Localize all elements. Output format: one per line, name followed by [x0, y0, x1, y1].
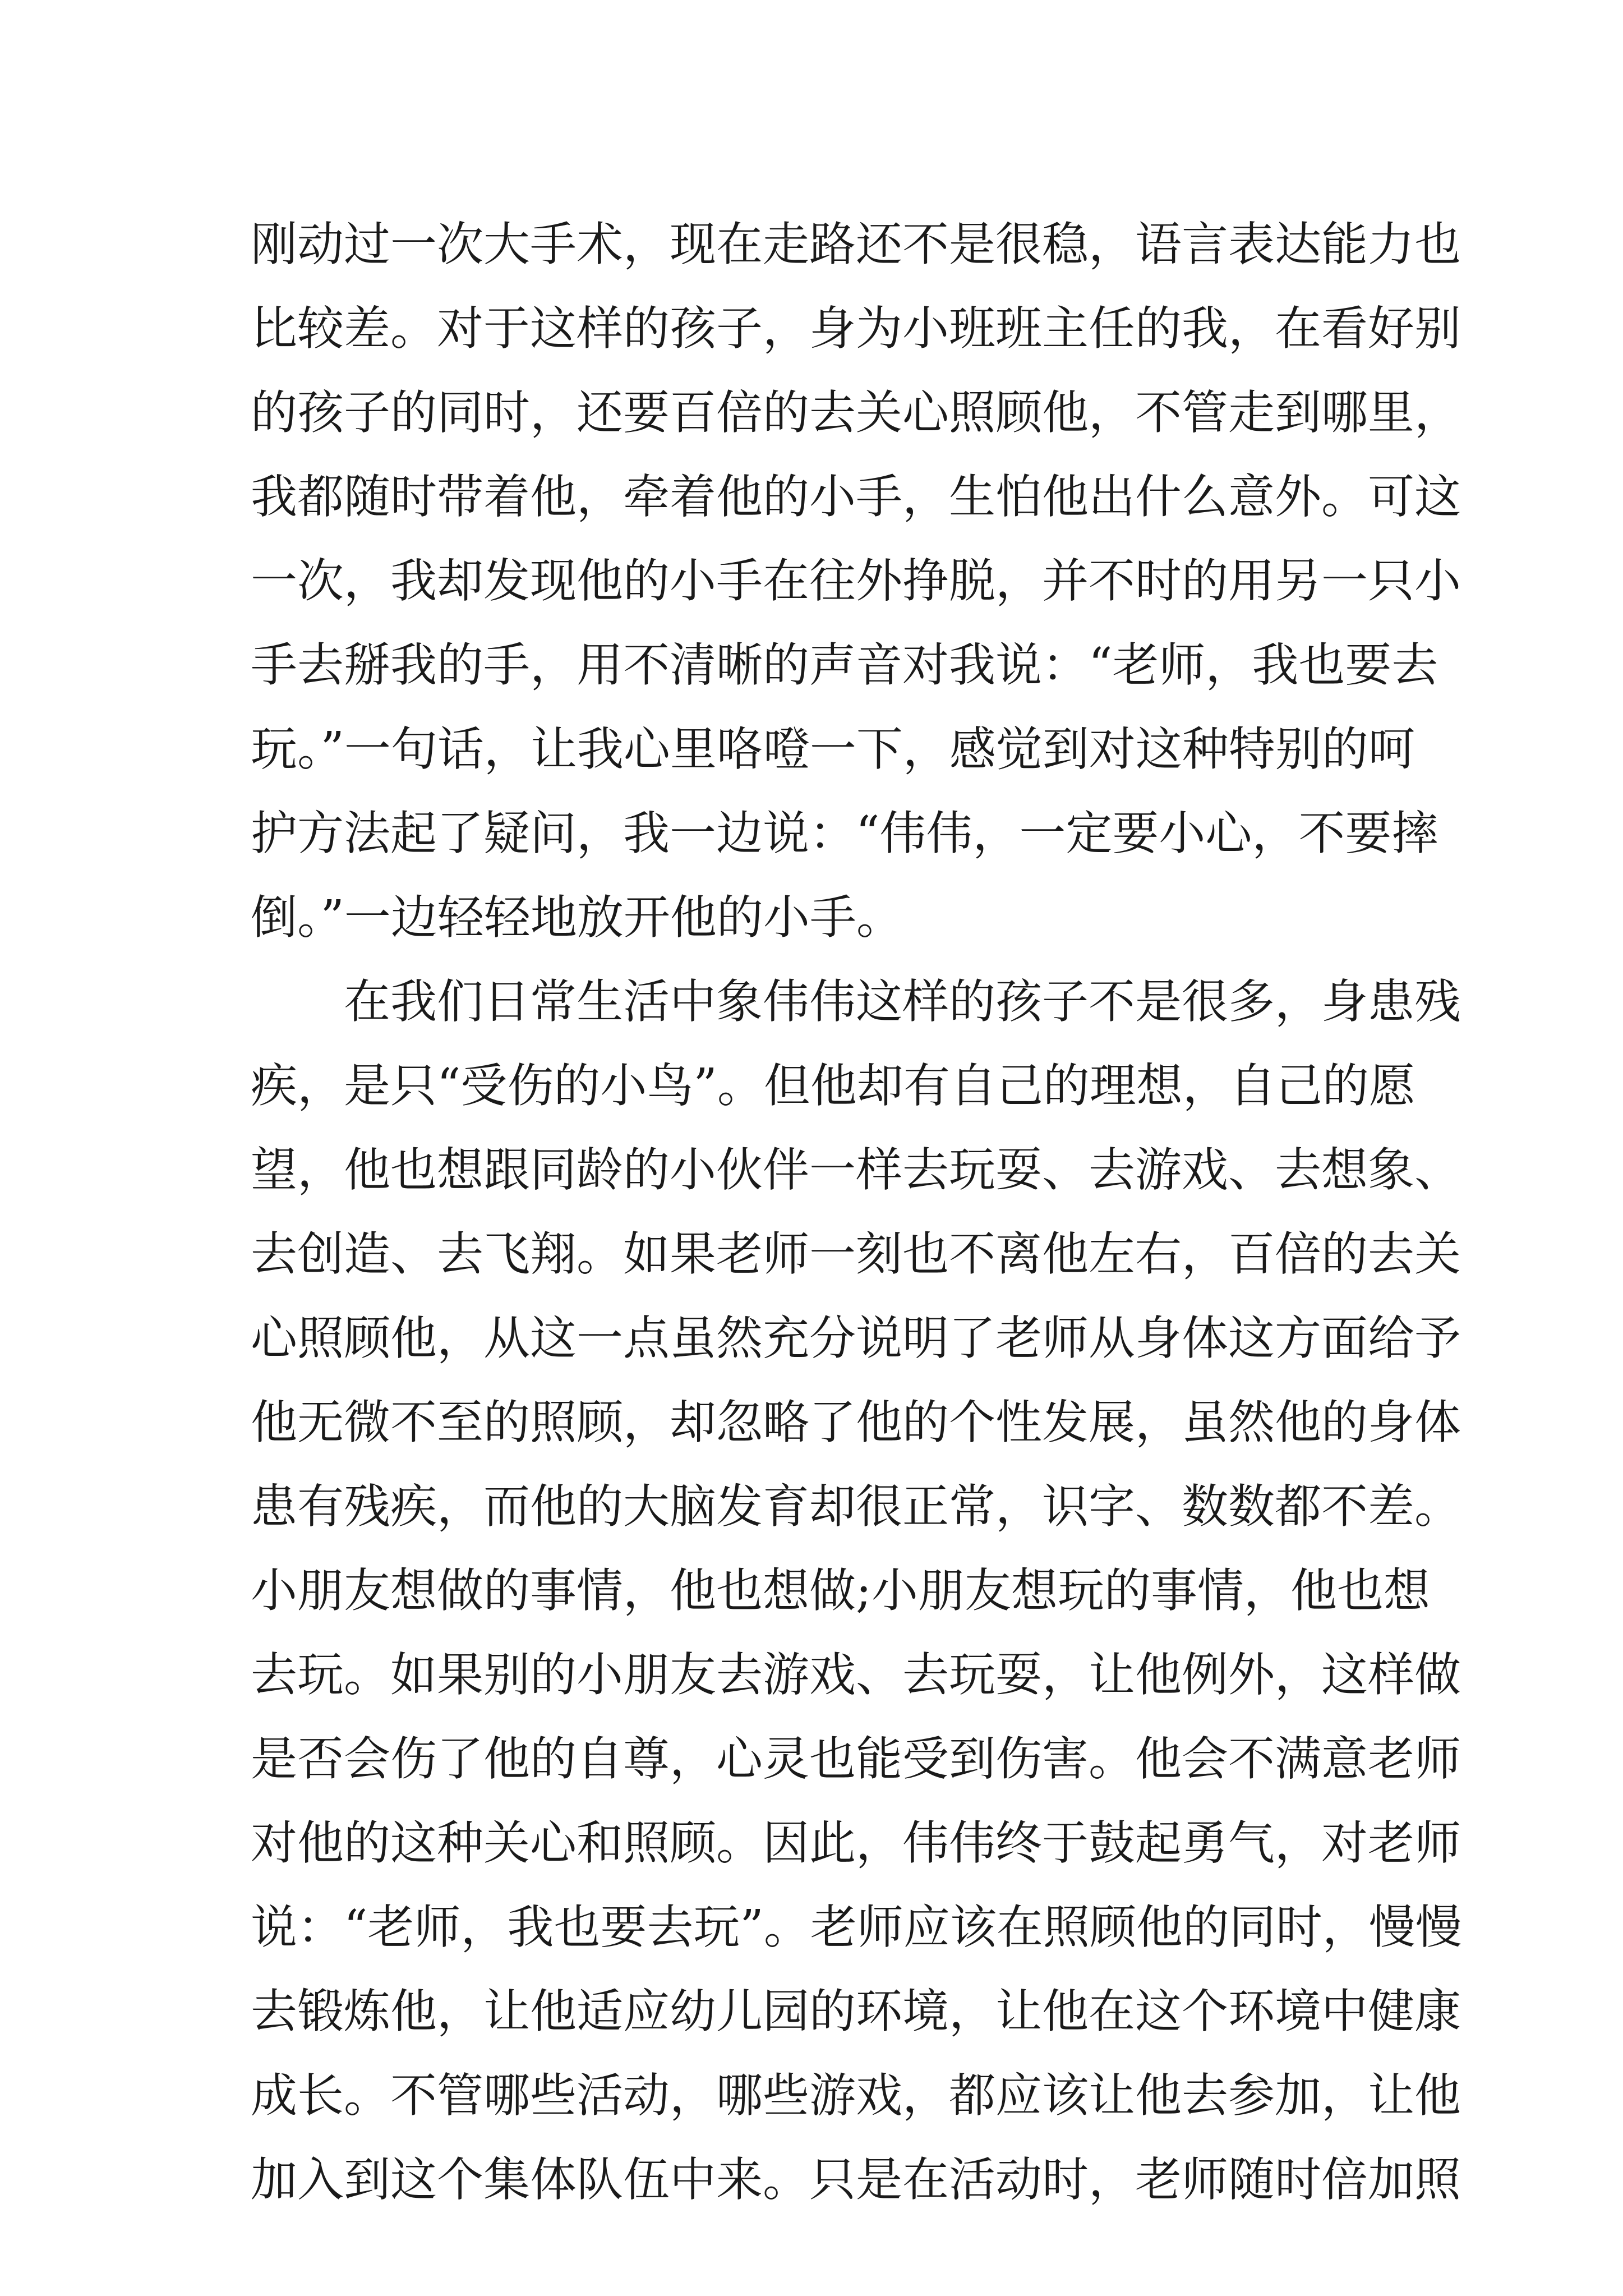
text-line: 一次，我却发现他的小手在往外挣脱，并不时的用另一只小: [251, 554, 1461, 608]
text-line: 加入到这个集体队伍中来。只是在活动时，老师随时倍加照: [251, 2152, 1461, 2207]
text-line: 心照顾他，从这一点虽然充分说明了老师从身体这方面给予: [251, 1311, 1461, 1365]
text-line: 成长。不管哪些活动，哪些游戏，都应该让他去参加，让他: [251, 2068, 1461, 2123]
text-line: 去创造、去飞翔。如果老师一刻也不离他左右，百倍的去关: [251, 1227, 1461, 1281]
text-line: 疾，是只“受伤的小鸟”。但他却有自己的理想，自己的愿: [251, 1059, 1415, 1113]
text-line: 刚动过一次大手术，现在走路还不是很稳，语言表达能力也: [251, 217, 1461, 272]
text-line: 手去掰我的手，用不清晰的声音对我说：“老师，我也要去: [251, 638, 1438, 692]
text-line: 说：“老师，我也要去玩”。老师应该在照顾他的同时，慢慢: [251, 1900, 1462, 1954]
text-line: 望，他也想跟同龄的小伙伴一样去玩耍、去游戏、去想象、: [251, 1143, 1461, 1197]
text-line: 我都随时带着他，牵着他的小手，生怕他出什么意外。可这: [251, 470, 1461, 524]
text-line: 他无微不至的照顾，却忽略了他的个性发展，虽然他的身体: [251, 1395, 1461, 1450]
text-line: 是否会伤了他的自尊，心灵也能受到伤害。他会不满意老师: [251, 1732, 1461, 1786]
text-line: 小朋友想做的事情，他也想做;小朋友想玩的事情，他也想: [251, 1563, 1430, 1618]
paragraph-end-line: 倒。”一边轻轻地放开他的小手。: [251, 890, 903, 945]
text-line: 对他的这种关心和照顾。因此，伟伟终于鼓起勇气，对老师: [251, 1816, 1461, 1870]
text-line: 玩。”一句话，让我心里咯噔一下，感觉到对这种特别的呵: [251, 722, 1415, 776]
text-line: 去玩。如果别的小朋友去游戏、去玩耍，让他例外，这样做: [251, 1648, 1461, 1702]
paragraph-start-line: 在我们日常生活中象伟伟这样的孩子不是很多，身患残: [344, 974, 1461, 1029]
text-line: 的孩子的同时，还要百倍的去关心照顾他，不管走到哪里，: [251, 385, 1461, 440]
text-line: 去锻炼他，让他适应幼儿园的环境，让他在这个环境中健康: [251, 1984, 1461, 2039]
body-text: [251, 203, 1462, 2222]
text-line: 护方法起了疑问，我一边说：“伟伟，一定要小心，不要摔: [251, 806, 1438, 861]
text-line: 患有残疾，而他的大脑发育却很正常，识字、数数都不差。: [251, 1479, 1461, 1534]
text-line: 比较差。对于这样的孩子，身为小班班主任的我，在看好别: [251, 301, 1461, 356]
